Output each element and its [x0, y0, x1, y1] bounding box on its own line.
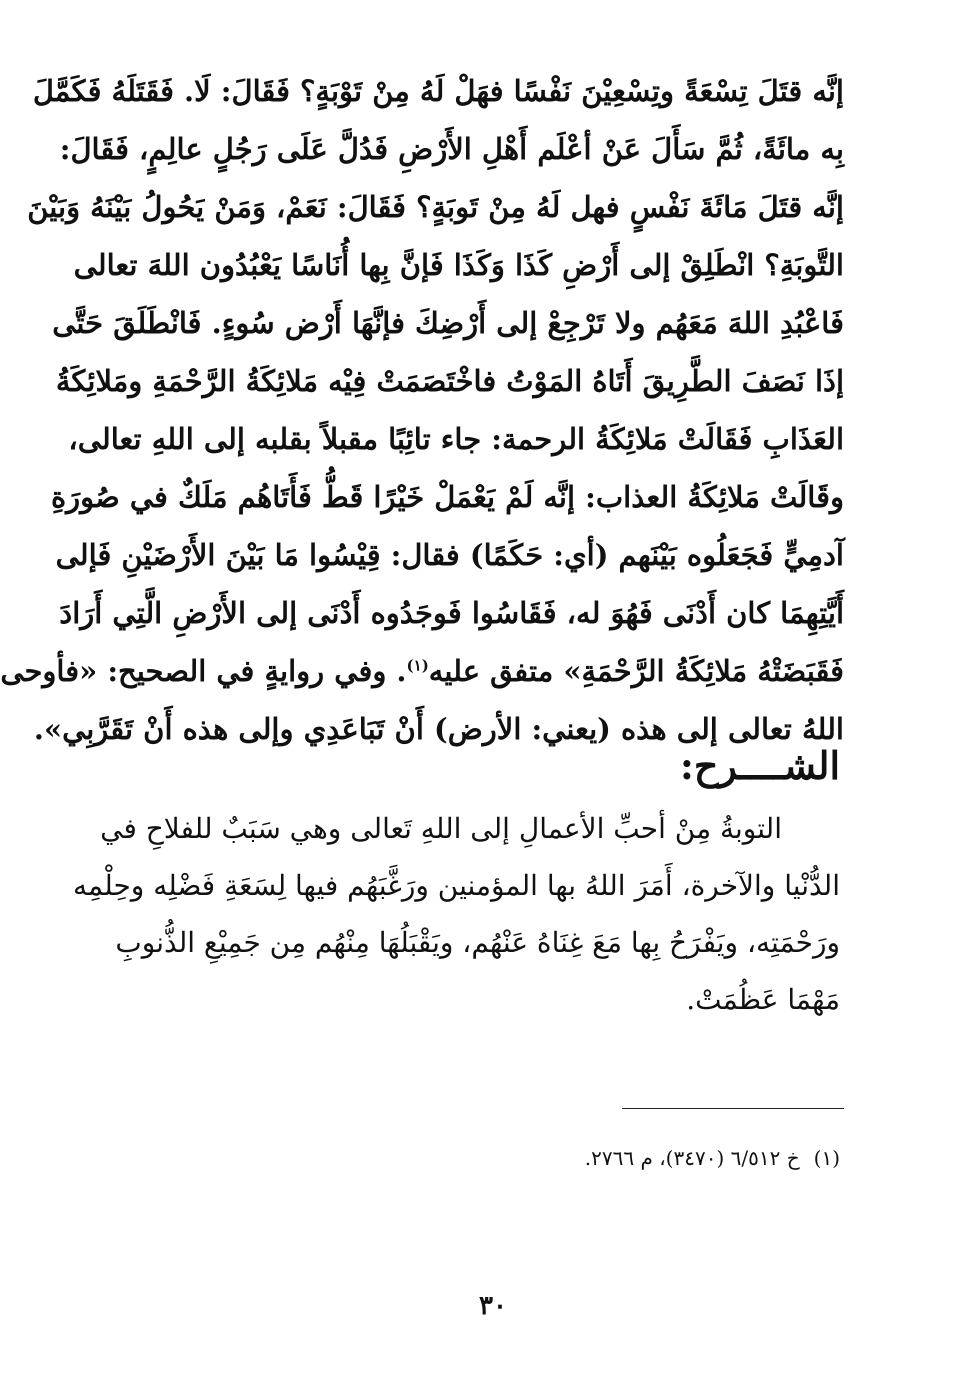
commentary-line-2: الدُّنْيا والآخرة، أَمَرَ اللهُ بها المؤمنين ورَغَّبَهُم فيها لِسَعَةِ فَضْلِه وحِلْمِه — [73, 869, 840, 902]
hadith-line-11 — [0, 642, 844, 700]
hadith-line-3: إنَّه قتَلَ مَائَةَ نَفْسٍ فهل لَهُ مِنْ تَوبَةٍ؟ فَقَالَ: نَعَمْ، وَمَنْ يَحُولُ بَيْنَهُ وَبَيْنَ — [27, 190, 844, 224]
hadith-line-9: آدمِيٍّ فَجَعَلُوه بَيْنَهم (أي: حَكَمًا) فقال: قِيْسُوا مَا بَيْنَ الأَرْضَيْنِ فَإلى — [55, 538, 844, 572]
commentary-text — [73, 800, 840, 1028]
hadith-line-8: وقَالَتْ مَلائِكَةُ العذاب: إنَّه لَمْ يَعْمَلْ خَيْرًا قَطُّ فَأَتَاهُم مَلَكٌ في صُورَةِ — [50, 480, 844, 514]
footnote-divider — [622, 1108, 844, 1109]
hadith-line-5: فَاعْبُدِ اللهَ مَعَهُم ولا تَرْجِعْ إلى أَرْضِكَ فإنَّهَا أَرْض سُوءٍ. فَانْطَلَقَ حَتَّى — [52, 306, 844, 340]
hadith-line-11-tail: . وفي روايةٍ في الصحيح: «فأوحى — [0, 654, 407, 688]
footnote — [585, 1140, 840, 1176]
hadith-line-2: بِه مائَةً، ثُمَّ سَأَلَ عَنْ أعْلَم أَهْلِ الأَرْضِ فَدُلَّ عَلَى رَجُلٍ عالِمٍ، فَقَالَ: — [59, 132, 844, 166]
hadith-line-10: أَيَّتِهِمَا كان أَدْنَى فَهُوَ له، فَقَاسُوا فَوجَدُوه أَدْنَى إلى الأَرْضِ الَّتِي أَرَادَ — [59, 596, 844, 630]
hadith-line-4: التَّوبَةِ؟ انْطَلِقْ إلى أَرْضِ كَذَا وَكَذَا فَإنَّ بِها أُنَاسًا يَعْبُدُون اللهَ تعالى — [73, 248, 844, 282]
hadith-line-7: العَذَابِ فَقَالَتْ مَلائِكَةُ الرحمة: جاء تائِبًا مقبلاً بقلبه إلى اللهِ تعالى، — [68, 422, 844, 456]
hadith-line-1: إنَّه قتَلَ تِسْعَةً وتِسْعِيْنَ نَفْسًا فهَلْ لَهُ مِنْ تَوْبَةٍ؟ فَقَالَ: لَا. فَقَتَلَهُ فَكَمَّلَ — [32, 74, 844, 108]
hadith-text — [0, 62, 844, 758]
footnote-number: (١) — [813, 1146, 840, 1170]
hadith-line-6: إذَا نَصَفَ الطَّرِيقَ أَتَاهُ المَوْتُ فاخْتَصَمَتْ فِيْه مَلائِكَةُ الرَّحْمَةِ ومَلائِكَةُ — [55, 364, 844, 398]
page-number: ٣٠ — [479, 1291, 507, 1321]
commentary-line-3: ورَحْمَتِه، ويَفْرَحُ بِها مَعَ غِنَاهُ عَنْهُم، ويَقْبَلُهَا مِنْهُم مِن جَمِيْعِ الذُّنوبِ — [115, 926, 840, 959]
footnote-text: خ ٦/٥١٢ (٣٤٧٠)، م ٢٧٦٦. — [584, 1146, 800, 1170]
hadith-line-12: اللهُ تعالى إلى هذه (يعني: الأرض) أَنْ تَبَاعَدِي وإلى هذه أَنْ تَقَرَّبِي». — [33, 712, 844, 746]
footnote-reference-mark[interactable]: (١) — [406, 656, 429, 675]
section-heading: الشــــرح: — [679, 743, 840, 788]
hadith-line-11-head: فَقَبَضَتْهُ مَلائِكَةُ الرَّحْمَةِ» متفق عليه — [428, 654, 844, 688]
commentary-line-1: التوبةُ مِنْ أحبِّ الأعمالِ إلى اللهِ تَعالى وهي سَبَبٌ للفلاحِ في — [100, 812, 782, 845]
commentary-line-4: مَهْمَا عَظُمَتْ. — [686, 983, 840, 1016]
